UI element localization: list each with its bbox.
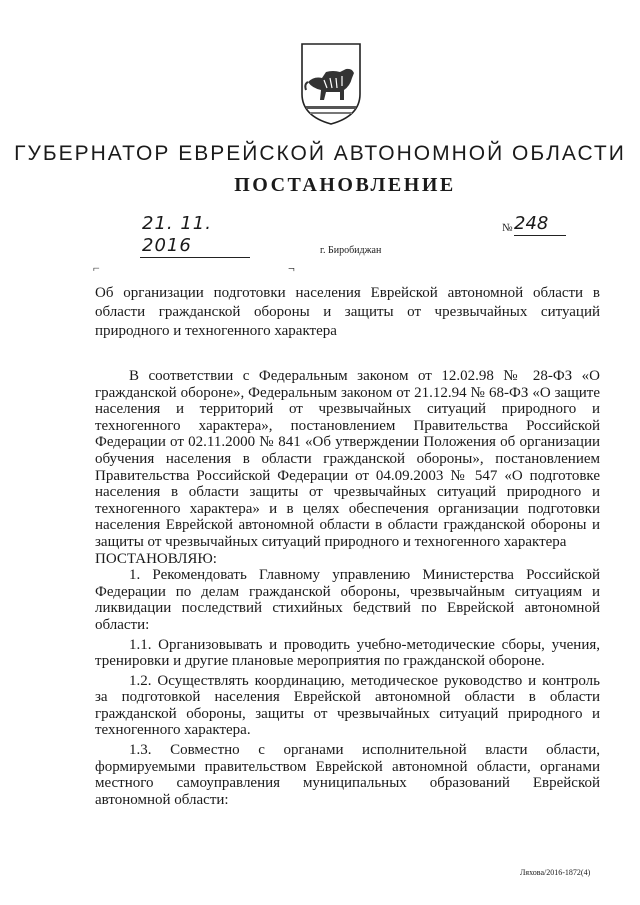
subject-bracket-left: ⌐ [93,261,100,275]
preamble-paragraph: В соответствии с Федеральным законом от 12.02.98 № 28-ФЗ «О гражданской обороне», Федеральным законом от 21.12.94 № 68-ФЗ «О защите населения и территорий от чрезвычайных ситуаций природного и техногенного характера», постановлением Правительства Российской Федерации от 02.11.2000 № 841 «Об утверждении Положения об организации обучения населения в области гражданской обороны», постановлением Правительства Российской Федерации от 04.09.2003 № 547 «О подготовке населения в области защиты от чрезвычайных ситуаций природного и техногенного характера» и в целях обеспечения организации подготовки населения Еврейской автономной области в области гражданской обороны и защиты от чрезвычайных ситуаций природного и техногенного характера [95,368,600,550]
document-number: 248 [514,213,566,236]
paragraph-1-1: 1.1. Организовывать и проводить учебно-методические сборы, учения, тренировки и другие плановые мероприятия по гражданской обороне. [95,636,600,670]
document-type-heading: ПОСТАНОВЛЕНИЕ [234,174,456,196]
coat-of-arms-tiger-icon [300,42,362,126]
paragraph-1-3: 1.3. Совместно с органами исполнительной власти области, формируемыми правительством Еврейской автономной области, органами местного самоуправления муниципальных образований Еврейской автономной области: [95,742,600,808]
coat-of-arms-emblem [300,42,362,126]
document-code: Ляхова/2016-1872(4) [520,868,591,877]
paragraph-1: 1. Рекомендовать Главному управлению Министерства Российской Федерации по делам гражданской обороны, чрезвычайным ситуациям и ликвидации последствий стихийных бедствий по Еврейской автономной области: [95,567,600,633]
document-date: 21. 11. 2016 [140,213,250,258]
document-subject: Об организации подготовки населения Еврейской автономной области в области гражданской обороны и защиты от чрезвычайных ситуаций природного и техногенного характера [95,285,600,339]
subject-bracket-right: ¬ [288,261,295,275]
number-sign: № [502,222,513,234]
paragraph-1-2: 1.2. Осуществлять координацию, методическое руководство и контроль за подготовкой населения Еврейской автономной области в области гражданской обороны, защиты от чрезвычайных ситуаций природного и техногенного характера. [95,672,600,739]
document-body [95,368,600,808]
city-name: г. Биробиджан [320,245,382,256]
page-title: ГУБЕРНАТОР ЕВРЕЙСКОЙ АВТОНОМНОЙ ОБЛАСТИ [14,142,626,165]
decree-word: ПОСТАНОВЛЯЮ: [95,550,217,567]
